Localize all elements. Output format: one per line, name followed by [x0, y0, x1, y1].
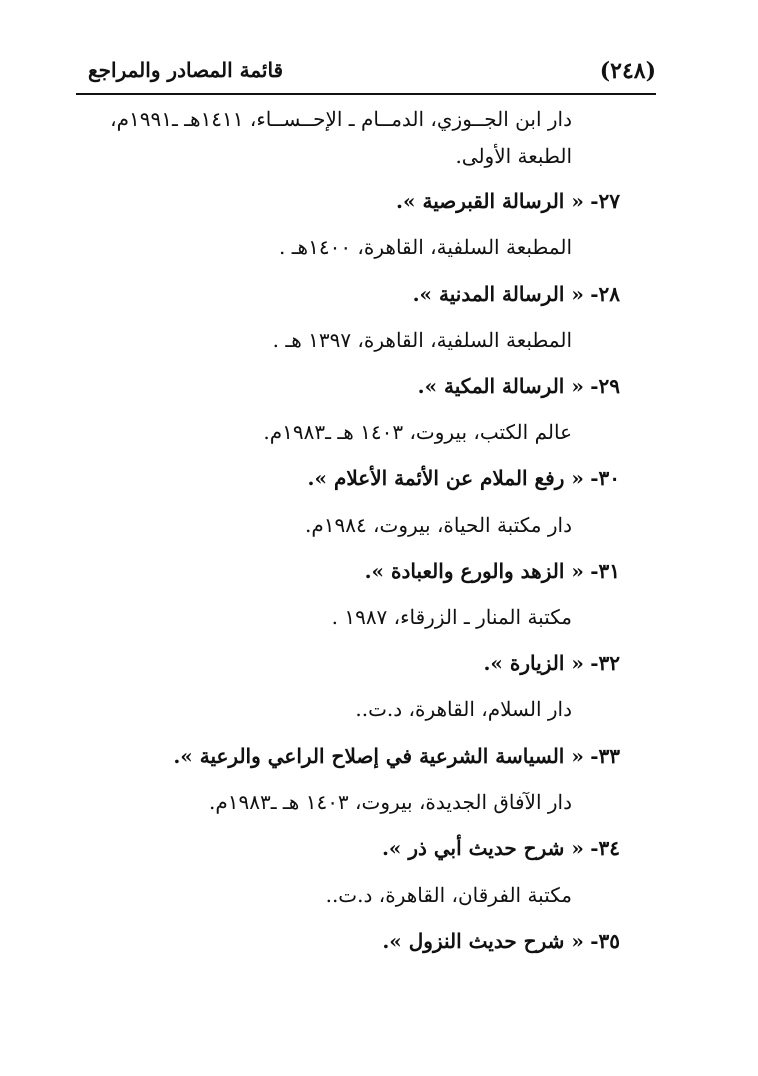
entry-title: « الرسالة المكية ». [417, 374, 584, 398]
entry-number: ٢٩- [590, 374, 620, 398]
entry-number: ٣١- [590, 559, 620, 583]
entry-number: ٢٨- [590, 282, 620, 306]
reference-entry-28 [413, 279, 620, 309]
entry-title: « السياسة الشرعية في إصلاح الراعي والرعية ». [173, 744, 584, 768]
entry-number: ٢٧- [590, 189, 620, 213]
reference-entry-30 [308, 463, 620, 493]
entry-title: « شرح حديث أبي ذر ». [381, 836, 584, 860]
continued-publication-line: دار ابن الجــوزي، الدمــام ـ الإحــســاء، ١٤١١هـ ـ١٩٩١م، [110, 107, 572, 131]
entry-title: « شرح حديث النزول ». [382, 929, 584, 953]
entry-title: « الرسالة القبرصية ». [396, 189, 584, 213]
entry-number: ٣٠- [590, 466, 620, 490]
entry-title: « الرسالة المدنية ». [412, 282, 584, 306]
entry-title: « الزهد والورع والعبادة ». [364, 559, 584, 583]
page-header [88, 58, 656, 92]
reference-entry-31 [365, 556, 620, 586]
entry-number: ٣٣- [590, 744, 620, 768]
reference-entry-33 [173, 741, 620, 771]
reference-entry-29 [418, 371, 620, 401]
reference-entry-34 [382, 833, 620, 863]
publication-line-27: المطبعة السلفية، القاهرة، ١٤٠٠هـ . [278, 235, 572, 259]
entry-number: ٣٤- [590, 836, 620, 860]
entry-number: ٣٢- [590, 651, 620, 675]
entry-title: « رفع الملام عن الأئمة الأعلام ». [307, 466, 584, 490]
publication-line-31: مكتبة المنار ـ الزرقاء، ١٩٨٧ . [331, 605, 572, 629]
entry-number: ٣٥- [590, 929, 620, 953]
publication-line-32: دار السلام، القاهرة، د.ت.. [355, 697, 572, 721]
reference-entry-27 [396, 186, 620, 216]
publication-line-30: دار مكتبة الحياة، بيروت، ١٩٨٤م. [304, 513, 572, 537]
publication-line-29: عالم الكتب، بيروت، ١٤٠٣ هـ ـ١٩٨٣م. [263, 420, 572, 444]
publication-line-34: مكتبة الفرقان، القاهرة، د.ت.. [325, 883, 572, 907]
running-title: قائمة المصادر والمراجع [88, 58, 284, 82]
reference-entry-32 [483, 648, 620, 678]
page-number: (٢٤٨) [599, 58, 656, 84]
reference-entry-35 [382, 926, 620, 956]
header-rule [76, 93, 656, 95]
continued-edition-line: الطبعة الأولى. [455, 144, 572, 168]
entry-title: « الزيارة ». [483, 651, 584, 675]
publication-line-28: المطبعة السلفية، القاهرة، ١٣٩٧ هـ . [272, 328, 572, 352]
publication-line-33: دار الآفاق الجديدة، بيروت، ١٤٠٣ هـ ـ١٩٨٣م. [209, 790, 572, 814]
